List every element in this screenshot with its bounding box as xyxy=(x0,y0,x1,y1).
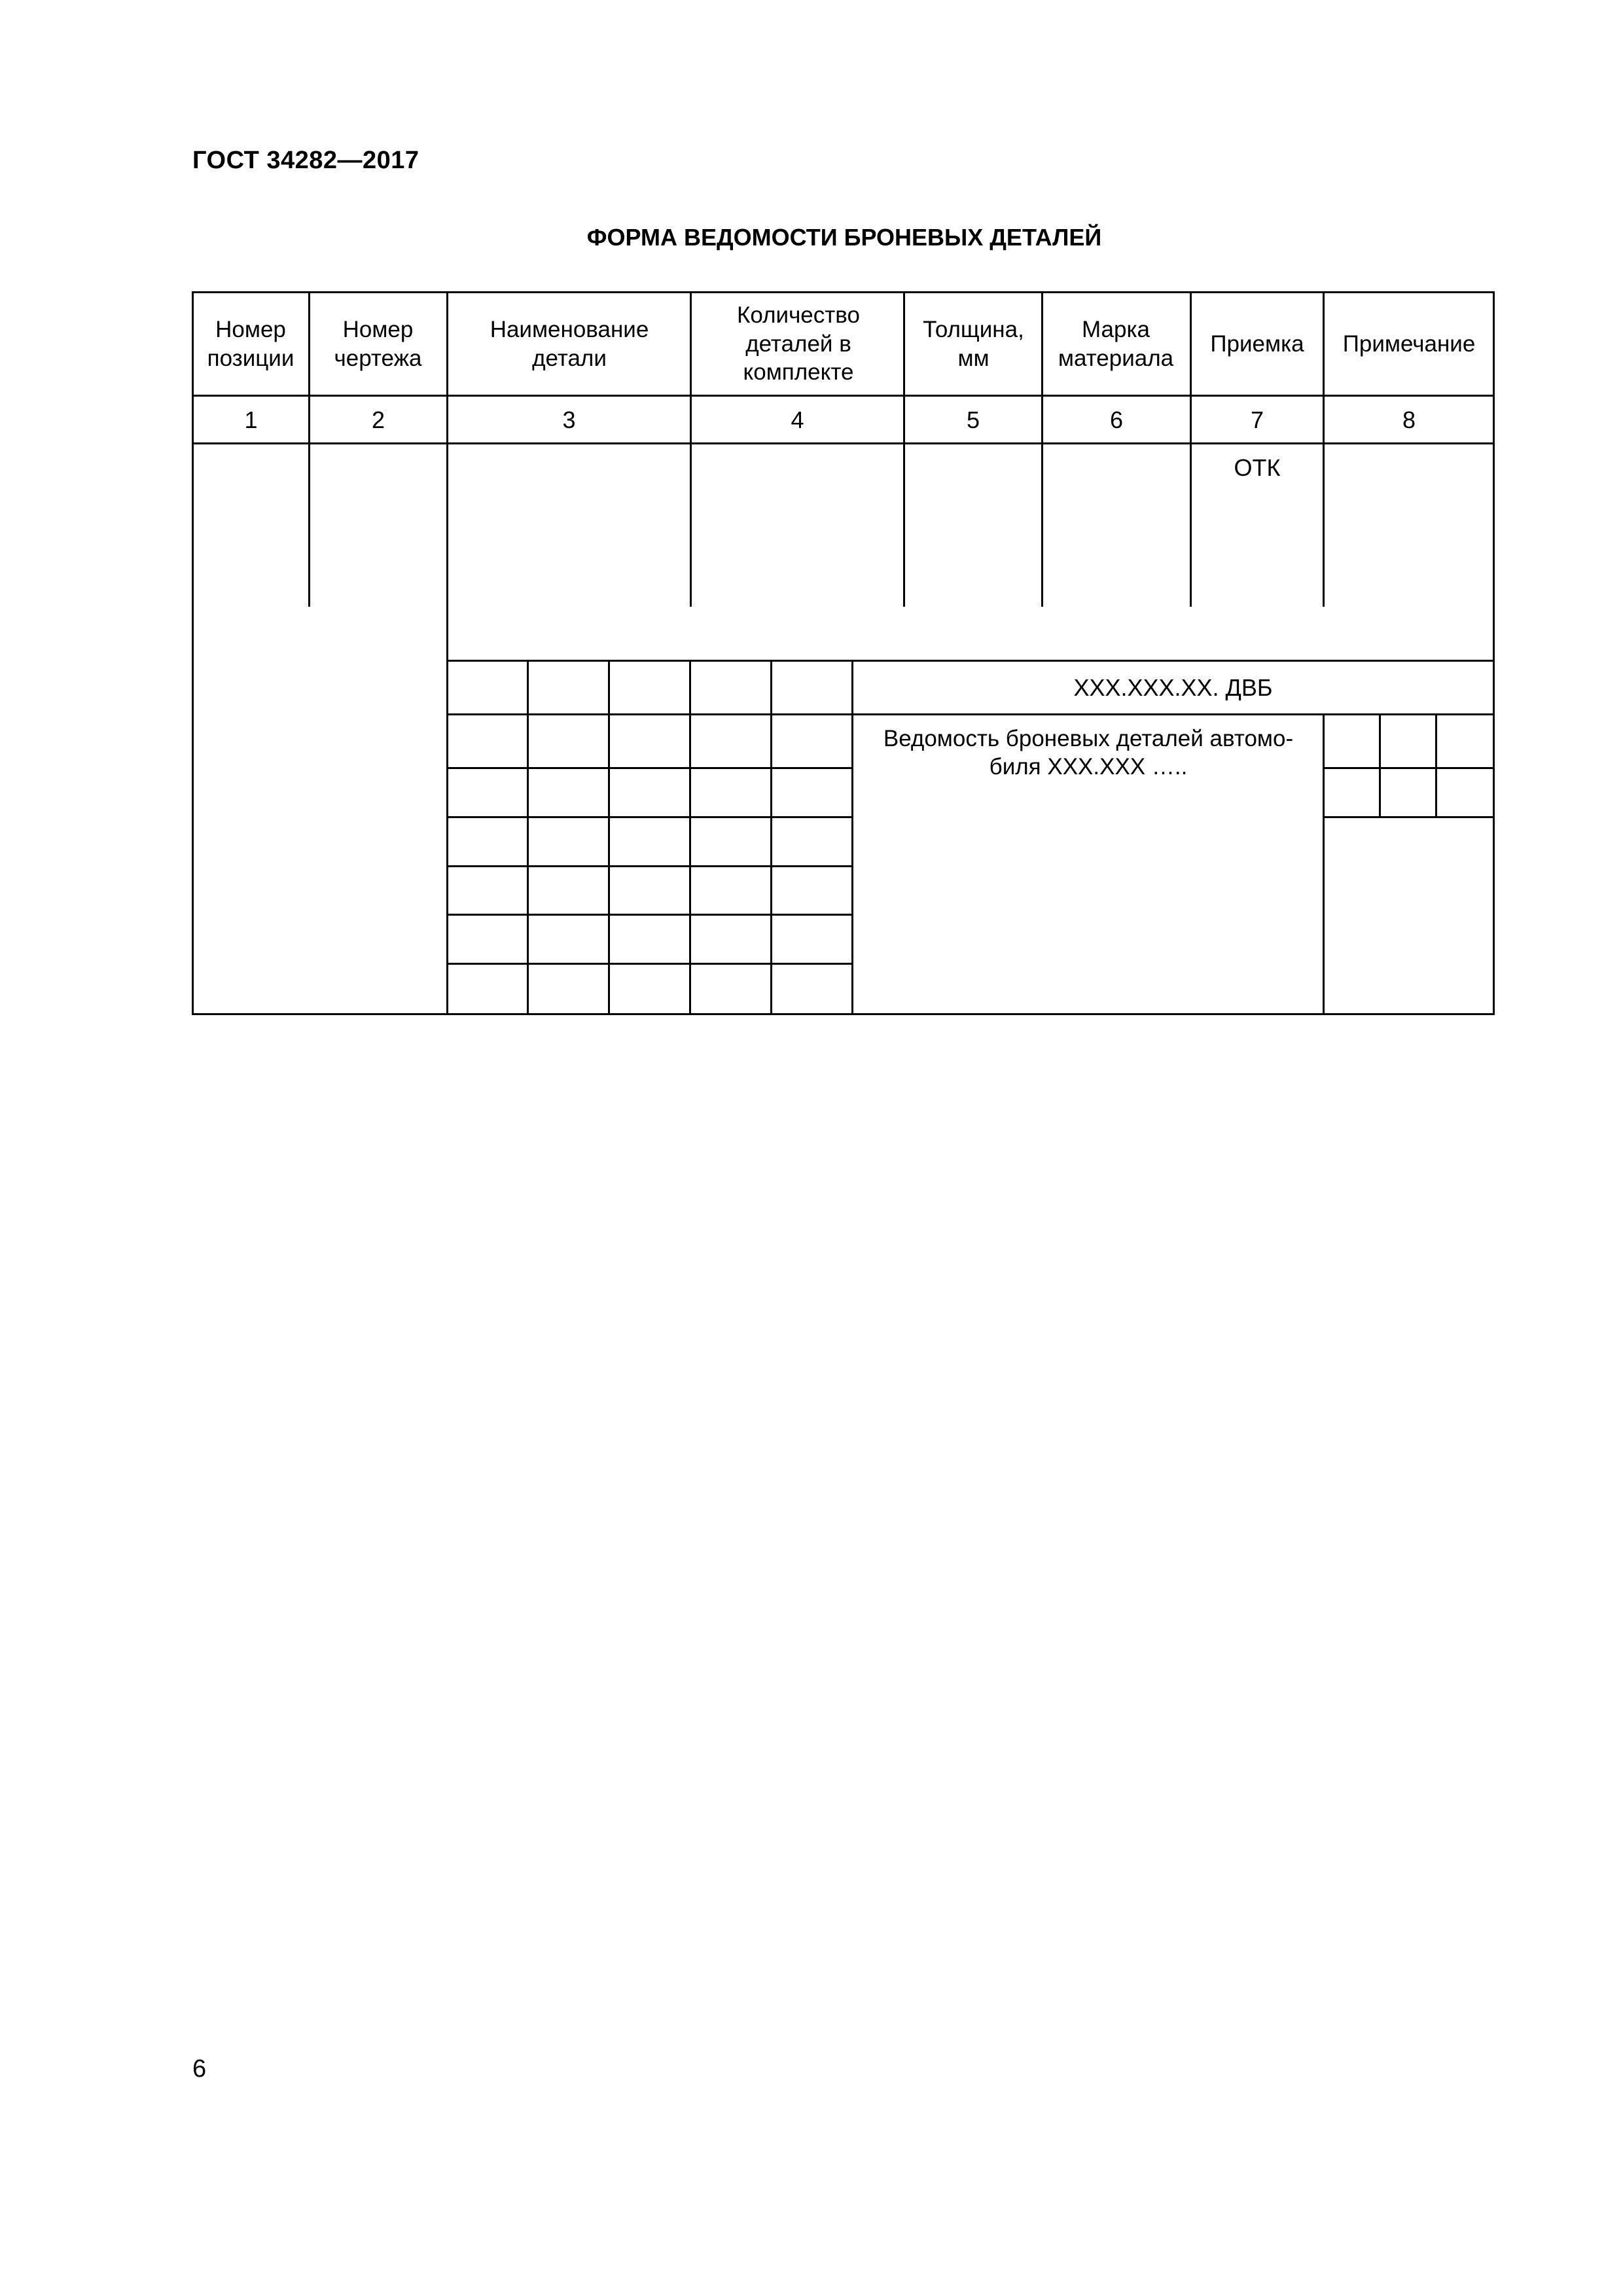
stamp-grid-row-5 xyxy=(446,914,851,916)
column-number-5: 5 xyxy=(966,406,980,433)
designation-code: ХХХ.ХХХ.ХХ. ДВБ xyxy=(1073,674,1273,701)
designation-bottom-line xyxy=(851,713,1495,715)
stamp-grid-row-3 xyxy=(446,816,851,818)
acceptance-value: ОТК xyxy=(1234,454,1281,481)
page-number: 6 xyxy=(192,2055,207,2083)
header-acceptance: Приемка xyxy=(1210,331,1304,357)
header-drawing-number: Номер чертежа xyxy=(334,316,422,371)
header-position-number: Номер позиции xyxy=(207,316,294,371)
right-block-left-line xyxy=(1323,713,1325,1015)
header-part-name: Наименование детали xyxy=(490,316,649,371)
form-title: ФОРМА ВЕДОМОСТИ БРОНЕВЫХ ДЕТАЛЕЙ xyxy=(586,224,1102,251)
header-thickness: Толщина, мм xyxy=(923,316,1024,371)
stamp-grid-row-6 xyxy=(446,963,851,965)
right-block-lower-line xyxy=(1323,816,1495,818)
column-number-7: 7 xyxy=(1250,406,1264,433)
column-number-6: 6 xyxy=(1109,406,1124,433)
col-divider-4 xyxy=(903,291,905,607)
stamp-grid-row-4 xyxy=(446,865,851,867)
number-row-bottom-line xyxy=(192,442,1495,444)
header-parts-quantity: Количество деталей в комплекте xyxy=(737,302,860,386)
right-block-mid-line xyxy=(1323,767,1495,769)
column-number-8: 8 xyxy=(1402,406,1416,433)
col-divider-3 xyxy=(690,291,692,607)
col-divider-5 xyxy=(1041,291,1043,607)
document-name: Ведомость броневых деталей автомо-биля ХХХ.ХХХ ….. xyxy=(883,726,1294,780)
header-note: Примечание xyxy=(1342,331,1476,357)
col-divider-2 xyxy=(446,291,448,660)
header-material-grade: Марка материала xyxy=(1058,316,1174,371)
stamp-grid-row-2 xyxy=(446,767,851,769)
right-block-col-2 xyxy=(1435,713,1437,816)
column-number-1: 1 xyxy=(244,406,258,433)
stamp-grid-row-1 xyxy=(446,713,851,715)
standard-number: ГОСТ 34282—2017 xyxy=(192,147,419,174)
column-number-4: 4 xyxy=(791,406,804,433)
column-number-3: 3 xyxy=(562,406,576,433)
right-block-col-1 xyxy=(1379,713,1381,816)
column-number-2: 2 xyxy=(371,406,385,433)
col-divider-1 xyxy=(308,291,310,607)
